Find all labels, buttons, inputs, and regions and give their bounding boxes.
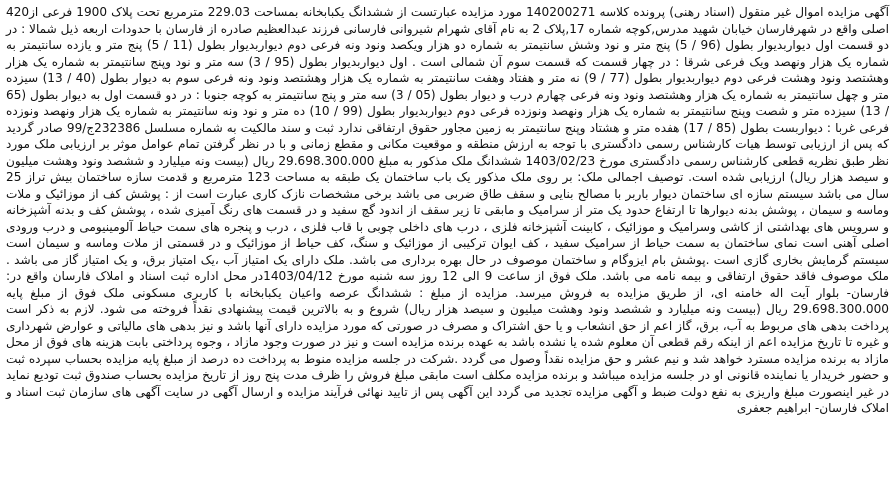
auction-notice-text: آگهی مزایده اموال غیر منقول (اسناد رهنی) پرونده کلاسه 140200271 مورد مزایده عبارتست از ششدانگ یکبابخانه بمساحت 229.03 مترمربع تحت پلاک 1900 فرعی از420 اصلی واقع در شهرفارسان خیابان شهید مدرس,کوچه شماره 17,پلاک 2 به نام آقای شهرام شیروانی فارسانی فرزند عبدالعظیم صادره از فارسان با حدودات اربعه ذیل شمالا : در دو قسمت اول دیواربدیوار بطول (96 / 5) پنج متر و نود وشش سانتیمتر به شماره دو هزار ویکصد ونود ونه فرعی دوم دیواربدیوار بطول (11 / 5) پنج متر و یازده سانتیمتر به شماره یک هزار ونهصد ویک فرعی شرقا : در چهار قسمت که قسمت سوم آن شمالی است . اول دیواربدیوار بطول (95 / 3) سه متر و نود وپنج سانتیمتر به شماره یک هزار وهشتصد ونود وهشت فرعی دوم دیواربدیوار بطول (77 / 9) نه متر و هفتاد وهفت سانتیمتر به شماره یک هزار وهشتصد ونود ونه فرعی سوم به دیوار بطول (40 / 13) سیزده متر و چهل سانتیمتر به شماره یک هزار وهشتصد ونود ونه فرعی چهارم درب و دیوار بطول (05 / 3) سه متر و پنج سانتیمتر به کوچه جنوبا : در دو قسمت اول به دیوار بطول (65 / 13) سیزده متر و شصت وپنج سانتیمتر به شماره یک هزار ونهصد ونوزده فرعی دوم دیواربدیوار بطول (99 / 10) ده متر و نود ونه سانتیمتر به شماره یک هزار ونهصد ونوزده فرعی غربا : دیواربست بطول (85 / 17) هفده متر و هشتاد وپنج سانتیمتر به زمین مجاور حقوق ارتفاقی ندارد ثبت و سند مالکیت به شماره مسلسل 232386ج/99 صادر گردید که پس از ارزیابی توسط هیات کارشناس رسمی دادگستری با توجه به ارزش منطقه و موقعیت مکانی و مقطع زمانی و با در نظر گرفتن تمام عوامل موثر بر ارزیابی ملک مورد نظر طبق نظریه قطعی کارشناس رسمی دادگستری مورخ 1403/02/23 ششدانگ ملک مذکور به مبلغ 29.698.300.000 ریال (بیست ونه میلیارد و ششصد ونود وهشت میلیون و سیصد هزار ریال) ارزیابی شده است. توصیف اجمالی ملک: بر روی ملک مذکور یک باب ساختمان یک طبقه به مساحت 123 مترمربع و قدمت سازه ساختمان بیش تراز 25 سال می باشد سیستم سازه ای ساختمان دیوار باربر با مصالح بنایی و سقف طاق ضربی می باشد برخی مشخصات نازک کاری عبارت است از : پوشش کف از موزائیک و ملات وماسه و سیمان ، پوشش بدنه دیوارها تا ارتفاع حدود یک متر از سرامیک و مابقی تا زیر سقف از اندود گچ سفید و در قسمت های رنگ آمیزی شده ، پوشش کف و بدنه آشپزخانه و سرویس های بهداشتی از کاشی وسرامیک و موزائیک ، کابینت آشپزخانه فلزی ، درب های داخلی چوبی با قاب فلزی ، درب و پنجره های سمت حیاط آلومینیومی و درب ورودی اصلی آهنی است نمای ساختمان به سمت حیاط از سرامیک سفید ، کف ایوان ترکیبی از موزائیک و سنگ، کف حیاط از موزائیک و در قسمتی از ملات وماسه و سیمان است سیستم گرمایش بخاری گازی است .پوشش بام ایزوگام و ساختمان موصوف در حال بهره برداری می باشد. ملک دارای یک امتیاز آب ،یک امتیاز برق، و یک امتیاز گاز می باشد . ملک موصوف فاقد حقوق ارتفاقی و بیمه نامه می باشد. ملک فوق از ساعت 9 الی 12 روز سه شنبه مورخ 1403/04/12در محل اداره ثبت اسناد و املاک فارسان واقع در: فارسان- بلوار آیت اله خامنه ای، از طریق مزایده به فروش میرسد. مزایده از مبلغ : ششدانگ عرصه واعیان یکبابخانه با کاربری مسکونی ملک فوق از مبلغ پایه 29.698.300.000 ریال (بیست ونه میلیارد و ششصد ونود وهشت میلیون و سیصد هزار ریال) شروع و به بالاترین قیمت پیشنهادی نقداً فروخته می شود. لازم به ذکر است پرداخت بدهی های مربوط به آب، برق، گاز اعم از حق انشعاب و یا حق اشتراک و مصرف در صورتی که مورد مزایده دارای آنها باشد و نیز بدهی های مالیاتی و عوارض شهرداری و غیره تا تاریخ مزایده اعم از اینکه رقم قطعی آن معلوم شده یا نشده باشد به عهده برنده مزایده است و نیز در صورت وجود مازاد ، وجوه پرداختی بابت هزینه های فوق از محل مازاد به برنده مزایده مسترد خواهد شد و نیم عشر و حق مزایده نقداً وصول می گردد .شرکت در جلسه مزایده منوط به پرداخت ده درصد از مبلغ پایه مزایده بحساب سپرده ثبت و حضور خریدار یا نماینده قانونی او در جلسه مزایده میباشد و برنده مزایده مکلف است مابقی مبلغ فروش را ظرف مدت پنج روز از تاریخ مزایده بحساب صندوق ثبت تودیع نماید در غیر اینصورت مبلغ واریزی به نفع دولت ضبط و آگهی مزایده تجدید می گردد این آگهی پس از تایید نهائی فرآیند مزایده و ارسال آگهی در سایت آگهی های سازمان ثبت اسناد و املاک فارسان- ابراهیم جعفری bbox=[6, 5, 890, 415]
